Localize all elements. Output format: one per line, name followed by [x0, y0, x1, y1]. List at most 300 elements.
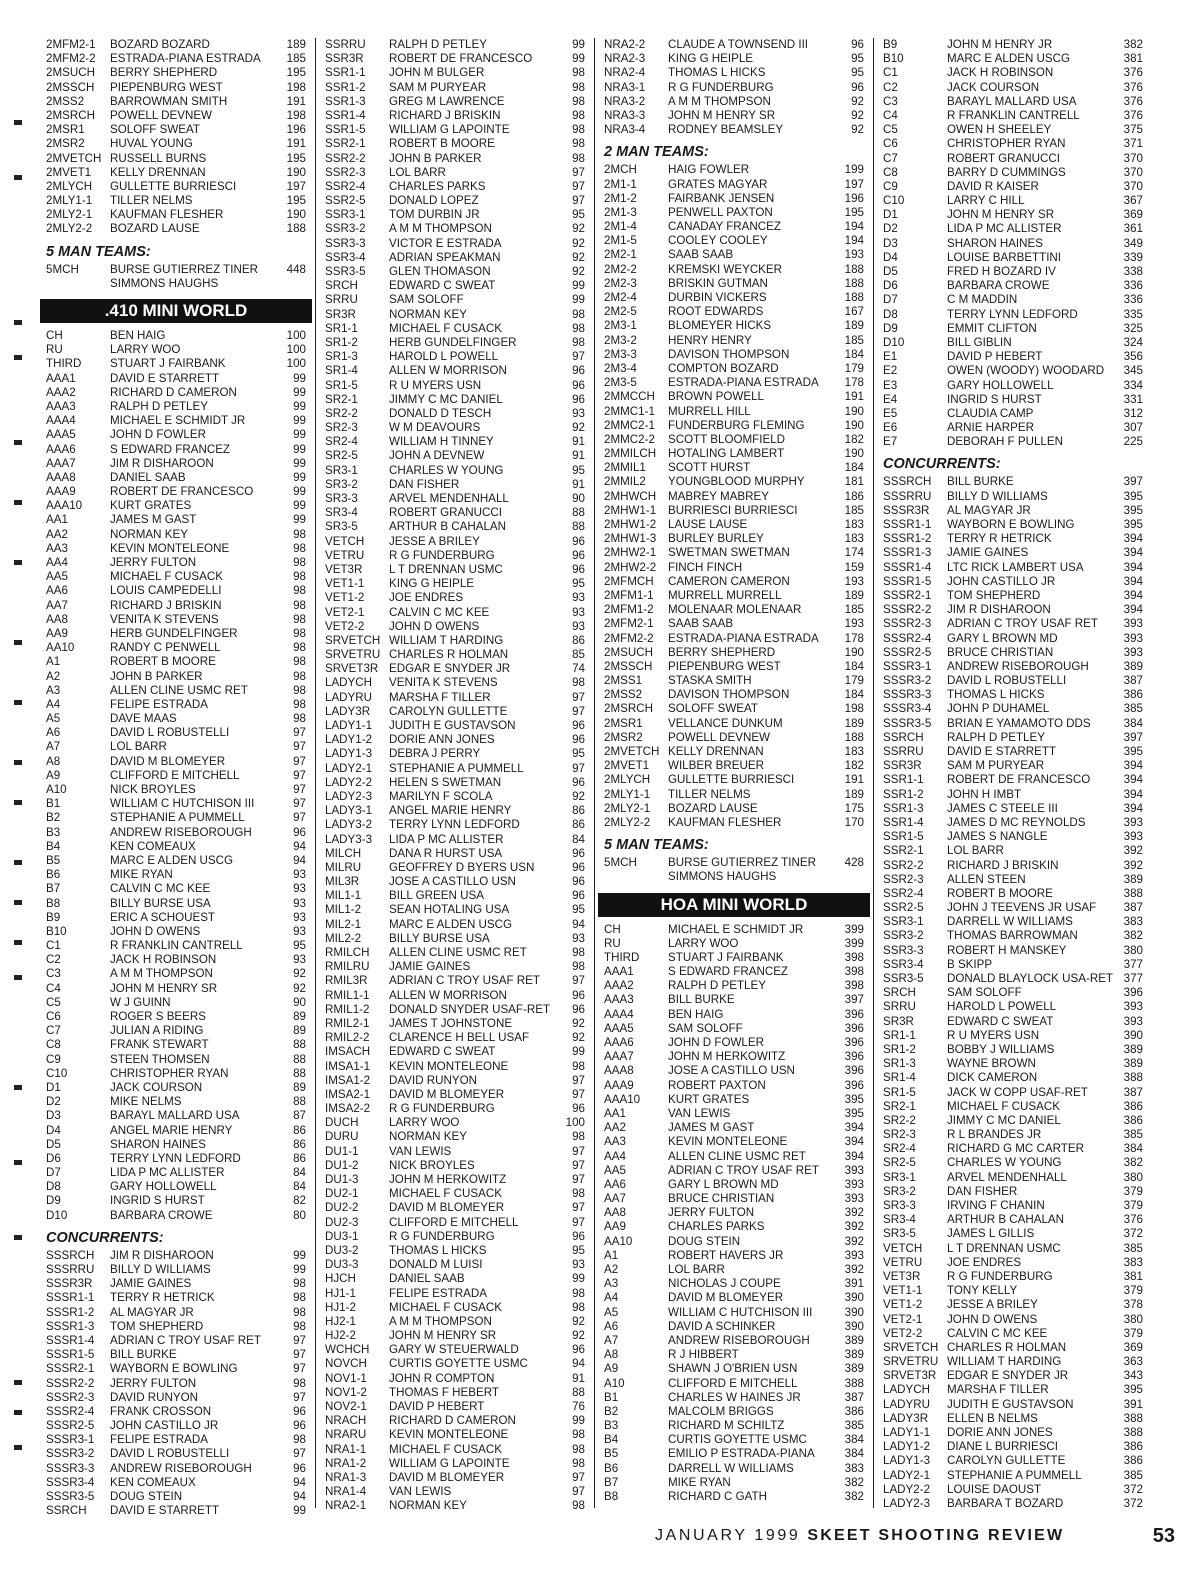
class-code: AA7 — [46, 598, 68, 612]
score-value: 389 — [1123, 1042, 1143, 1056]
score-value: 93 — [293, 882, 306, 896]
class-code: E1 — [883, 350, 898, 364]
score-value: 395 — [1123, 489, 1143, 503]
shooter-name: INGRID S HURST — [110, 1194, 205, 1208]
shooter-name: SEAN HOTALING USA — [389, 903, 510, 917]
shooter-name: DANA R HURST USA — [389, 846, 503, 860]
shooter-name: R FRANKLIN CANTRELL — [110, 939, 243, 953]
scan-mark — [14, 900, 22, 905]
class-code: THIRD — [604, 950, 640, 964]
class-code: SRCH — [325, 279, 358, 293]
class-code: E4 — [883, 392, 898, 406]
shooter-name: FAIRBANK JENSEN — [668, 191, 775, 205]
score-value: 391 — [844, 1277, 864, 1291]
class-code: SR3R — [883, 1014, 914, 1028]
score-value: 92 — [572, 1329, 585, 1343]
shooter-name: JOHN H IMBT — [947, 787, 1022, 801]
class-code: VETCH — [325, 534, 365, 548]
shooter-name: ANDREW RISEBOROUGH — [110, 825, 252, 839]
class-code: IMSA2-1 — [325, 1087, 371, 1101]
score-value: 84 — [293, 1180, 306, 1194]
score-value: 93 — [293, 924, 306, 938]
class-code: LADY1-3 — [883, 1454, 931, 1468]
score-value: 93 — [293, 868, 306, 882]
shooter-name: JOHN M HERKOWITZ — [389, 1173, 507, 1186]
score-value: 195 — [286, 151, 306, 165]
magazine-title: SKEET SHOOTING REVIEW — [807, 1527, 1065, 1544]
class-code: SSSR3-5 — [883, 716, 932, 730]
shooter-name: DAVID L ROBUSTELLI — [110, 1447, 230, 1461]
score-value: 195 — [286, 66, 306, 80]
class-code: NRA2-1 — [325, 1499, 367, 1513]
class-code: AAA7 — [604, 1050, 634, 1064]
class-code: SR3-5 — [325, 520, 358, 534]
class-code: SSSR2-4 — [46, 1404, 95, 1418]
score-value: 428 — [844, 856, 864, 870]
result-row — [319, 137, 591, 151]
score-value: 188 — [286, 222, 306, 236]
class-code: SSSR2-3 — [46, 1390, 95, 1404]
shooter-name: JUDITH E GUSTAVSON — [389, 719, 516, 732]
class-code: RMIL2-2 — [325, 1031, 370, 1045]
result-row — [598, 1150, 870, 1164]
shooter-name: BOZARD LAUSE — [110, 222, 200, 236]
shooter-name: GRATES MAGYAR — [668, 177, 768, 191]
class-code: AAA10 — [46, 499, 83, 513]
shooter-name: KAUFMAN FLESHER — [110, 208, 224, 222]
class-code: SSSR1-4 — [46, 1333, 95, 1347]
score-value: 92 — [851, 123, 864, 137]
scan-mark — [14, 800, 22, 805]
shooter-name: KEN COMEAUX — [110, 1475, 196, 1489]
shooter-name: JESSE A BRILEY — [947, 1298, 1038, 1312]
result-row — [598, 1447, 870, 1461]
result-row — [598, 717, 870, 731]
score-value: 99 — [572, 1414, 585, 1428]
result-row — [877, 1086, 1149, 1100]
class-code: LADY1-1 — [883, 1426, 931, 1439]
class-code: 2MMILCH — [604, 447, 657, 461]
score-value: 372 — [1123, 1482, 1143, 1496]
score-value: 99 — [293, 371, 306, 385]
score-value: 376 — [1123, 80, 1143, 94]
score-value: 396 — [844, 1007, 864, 1021]
score-value: 89 — [293, 1010, 306, 1023]
class-code: AAA1 — [604, 965, 634, 979]
score-value: 98 — [293, 712, 306, 726]
shooter-name: CLAUDE A TOWNSEND III — [668, 38, 809, 51]
score-value: 399 — [844, 936, 864, 950]
result-row — [40, 726, 312, 740]
score-value: 191 — [844, 773, 864, 787]
class-code: SSSR3-1 — [46, 1433, 95, 1447]
result-row — [877, 1355, 1149, 1369]
shooter-name: JIM R DISHAROON — [110, 1248, 214, 1262]
shooter-name: DICK CAMERON — [947, 1071, 1038, 1085]
score-value: 393 — [1123, 617, 1143, 631]
score-value: 98 — [293, 527, 306, 541]
shooter-name: JESSE A BRILEY — [389, 534, 480, 548]
result-row — [319, 1102, 591, 1116]
class-code: SR2-1 — [883, 1099, 916, 1113]
result-row — [319, 1116, 591, 1130]
score-value: 396 — [844, 1064, 864, 1078]
result-row — [598, 1391, 870, 1405]
shooter-name: FRED H BOZARD IV — [947, 265, 1056, 278]
shooter-name: JACK COURSON — [110, 1080, 203, 1094]
result-row — [598, 937, 870, 951]
score-value: 336 — [1123, 293, 1143, 307]
result-row — [598, 1462, 870, 1476]
result-row — [40, 698, 312, 712]
shooter-name: TERRY R HETRICK — [110, 1291, 215, 1305]
class-code: AA6 — [46, 584, 68, 598]
class-code: MIL2-1 — [325, 917, 362, 931]
shooter-name: BROWN POWELL — [668, 390, 764, 404]
class-code: SRRU — [883, 1000, 916, 1014]
result-row — [40, 528, 312, 542]
class-code: A9 — [46, 768, 61, 782]
result-row — [40, 840, 312, 854]
class-code: AAA2 — [604, 979, 634, 993]
score-value: 388 — [1123, 1071, 1143, 1085]
result-row — [598, 1334, 870, 1348]
score-value: 178 — [844, 631, 864, 645]
score-value: 98 — [572, 307, 585, 321]
class-code: 2MSR1 — [46, 123, 85, 137]
result-row — [40, 1377, 312, 1391]
score-value: 198 — [286, 80, 306, 94]
shooter-name: BARRY D CUMMINGS — [947, 165, 1066, 179]
result-row — [598, 856, 870, 870]
result-row — [877, 688, 1149, 702]
class-code: SSSR3R — [46, 1277, 93, 1291]
shooter-name: KEVIN MONTELEONE — [389, 1428, 509, 1442]
shooter-name: MARSHA F TILLER — [947, 1383, 1049, 1397]
result-row — [40, 939, 312, 953]
score-value: 376 — [1123, 1213, 1143, 1227]
shooter-name: POWELL DEVNEW — [110, 108, 212, 122]
class-code: B8 — [604, 1490, 619, 1503]
shooter-name: JAMES M GAST — [668, 1121, 755, 1135]
class-code: SSR3-5 — [883, 972, 924, 985]
shooter-name: GARY HOLLOWELL — [947, 378, 1054, 392]
shooter-name: CHRISTOPHER RYAN — [110, 1066, 229, 1080]
class-code: SSR3-4 — [325, 250, 366, 264]
shooter-name: ADRIAN SPEAKMAN — [389, 250, 501, 264]
score-value: 99 — [293, 456, 306, 470]
shooter-name: POWELL DEVNEW — [668, 730, 770, 744]
class-code: SSR3-4 — [883, 957, 924, 971]
page-edge — [0, 0, 22, 1587]
class-code: DU2-3 — [325, 1215, 359, 1229]
shooter-name: NICHOLAS J COUPE — [668, 1277, 781, 1291]
result-row — [319, 293, 591, 307]
result-row — [598, 319, 870, 333]
score-value: 96 — [572, 1343, 585, 1357]
issue-date: JANUARY 1999 — [655, 1527, 801, 1544]
score-value: 95 — [851, 52, 864, 66]
score-value: 312 — [1123, 406, 1143, 420]
result-row — [40, 599, 312, 613]
class-code: AAA4 — [604, 1007, 634, 1021]
class-code: 2MVET1 — [46, 165, 92, 179]
class-code: SSSRRU — [883, 489, 932, 503]
score-value: 393 — [844, 1163, 864, 1177]
result-row — [40, 194, 312, 208]
class-code: LADY2-3 — [325, 789, 373, 803]
score-value: 334 — [1123, 378, 1143, 392]
shooter-name: CHARLES W HAINES JR — [668, 1390, 801, 1404]
result-row — [877, 1213, 1149, 1227]
score-value: 189 — [844, 319, 864, 333]
score-value: 393 — [844, 1192, 864, 1206]
shooter-name: DORIE ANN JONES — [389, 733, 495, 747]
score-value: 95 — [572, 747, 585, 761]
result-row — [40, 1152, 312, 1166]
class-code: C3 — [46, 967, 61, 981]
shooter-name: DAVID L ROBUSTELLI — [947, 674, 1067, 688]
shooter-name: WILLIAM T HARDING — [389, 633, 504, 647]
shooter-name: JOSE A CASTILLO USN — [389, 875, 516, 889]
class-code: NRA2-3 — [604, 52, 646, 66]
result-row — [598, 870, 870, 884]
class-code: SSR1-1 — [883, 773, 924, 787]
class-code: SSR3-2 — [883, 929, 924, 943]
shooter-name: KURT GRATES — [110, 499, 192, 513]
result-row — [598, 405, 870, 419]
shooter-name: MIKE RYAN — [110, 868, 173, 882]
score-value: 388 — [1123, 1411, 1143, 1425]
result-row — [40, 1462, 312, 1476]
shooter-name: JOE ENDRES — [947, 1255, 1022, 1269]
class-code: SSSR1-1 — [883, 518, 932, 531]
class-code: SRVET3R — [883, 1369, 937, 1383]
class-code: E5 — [883, 406, 898, 420]
shooter-name: DAVID L ROBUSTELLI — [110, 726, 230, 740]
score-value: 99 — [293, 499, 306, 513]
shooter-name: R U MYERS USN — [389, 378, 482, 392]
shooter-name: GEOFFREY D BYERS USN — [389, 860, 535, 874]
result-row — [598, 1348, 870, 1362]
class-code: LADY3-1 — [325, 804, 373, 818]
class-code: VET2-2 — [883, 1326, 923, 1340]
shooter-name: RICHARD M SCHILTZ — [668, 1419, 785, 1433]
shooter-name: MURRELL HILL — [668, 404, 751, 418]
shooter-name: CHARLES W YOUNG — [389, 463, 504, 477]
class-code: SSSR3-3 — [46, 1461, 95, 1475]
result-row — [598, 1405, 870, 1419]
shooter-name: BURLEY BURLEY — [668, 532, 764, 546]
shooter-name: KING G HEIPLE — [389, 577, 475, 591]
score-value: 97 — [293, 754, 306, 768]
score-value: 382 — [1123, 38, 1143, 51]
shooter-name: ARVEL MENDENHALL — [389, 492, 509, 505]
shooter-name: MICHAEL F CUSACK — [389, 1187, 502, 1201]
score-value: 97 — [572, 704, 585, 718]
score-value: 96 — [572, 733, 585, 747]
class-code: 2MHW2-2 — [604, 560, 657, 574]
score-value: 98 — [572, 676, 585, 690]
result-row — [40, 1447, 312, 1461]
score-value: 380 — [1123, 1170, 1143, 1184]
result-row — [877, 194, 1149, 208]
score-value: 97 — [293, 1348, 306, 1362]
shooter-name: KEVIN MONTELEONE — [389, 1059, 509, 1073]
score-value: 96 — [572, 860, 585, 874]
score-value: 95 — [572, 463, 585, 477]
score-value: 98 — [572, 151, 585, 165]
score-value: 361 — [1123, 222, 1143, 236]
class-code: 2M1-2 — [604, 191, 637, 205]
class-code: AAA8 — [604, 1064, 634, 1078]
shooter-name: ROBERT B MOORE — [110, 655, 216, 669]
class-code: CH — [604, 922, 621, 936]
score-value: 382 — [1123, 1156, 1143, 1170]
result-row — [877, 421, 1149, 435]
score-value: 93 — [572, 619, 585, 633]
column-divider — [873, 38, 874, 1508]
shooter-name: JERRY FULTON — [110, 556, 197, 569]
class-code: C1 — [46, 939, 61, 953]
shooter-name: ROBERT DE FRANCESCO — [947, 773, 1091, 787]
result-row — [877, 1313, 1149, 1327]
class-code: VETRU — [883, 1255, 923, 1269]
result-row — [319, 1045, 591, 1059]
class-code: D4 — [46, 1123, 61, 1137]
shooter-name: RALPH D PETLEY — [110, 399, 208, 413]
score-value: 384 — [844, 1447, 864, 1461]
result-row — [319, 308, 591, 322]
score-value: 389 — [844, 1362, 864, 1376]
shooter-name: BEN HAIG — [110, 329, 166, 342]
class-code: 2MFM2-2 — [46, 52, 96, 66]
score-value: 392 — [844, 1263, 864, 1276]
result-row — [598, 1291, 870, 1305]
class-code: MIL1-2 — [325, 903, 362, 917]
shooter-name: ERIC A SCHOUEST — [110, 910, 216, 924]
class-code: RMIL2-1 — [325, 1016, 370, 1030]
class-code: B8 — [46, 896, 61, 910]
score-value: 339 — [1123, 250, 1143, 264]
result-row — [319, 1499, 591, 1513]
result-row — [319, 1386, 591, 1400]
score-value: 98 — [293, 1433, 306, 1447]
shooter-name: CAROLYN GULLETTE — [947, 1454, 1066, 1468]
shooter-name: DAVID RUNYON — [110, 1390, 199, 1404]
score-value: 307 — [1123, 421, 1143, 435]
result-row — [319, 279, 591, 293]
score-value: 99 — [293, 428, 306, 442]
score-value: 97 — [572, 1215, 585, 1229]
shooter-name: DAVID E STARRETT — [110, 1504, 220, 1518]
class-code: SSR1-3 — [883, 801, 924, 815]
score-value: 86 — [293, 1151, 306, 1165]
score-value: 383 — [1123, 915, 1143, 929]
result-row — [40, 854, 312, 868]
shooter-name: SCOTT BLOOMFIELD — [668, 432, 786, 446]
score-value: 100 — [286, 357, 306, 371]
score-value: 96 — [572, 1102, 585, 1116]
score-value: 167 — [844, 305, 864, 319]
result-row — [598, 1419, 870, 1433]
shooter-name: CHARLES R HOLMAN — [389, 648, 509, 662]
class-code: A3 — [604, 1277, 619, 1291]
shooter-name: SCOTT HURST — [668, 461, 751, 475]
shooter-name: ESTRADA-PIANA ESTRADA — [668, 376, 819, 390]
result-row — [319, 1329, 591, 1343]
result-row — [319, 1471, 591, 1485]
score-value: 386 — [1123, 688, 1143, 702]
shooter-name: VELLANCE DUNKUM — [668, 716, 783, 730]
score-value: 92 — [572, 421, 585, 435]
score-value: 97 — [293, 783, 306, 796]
result-row — [40, 95, 312, 109]
class-code: B6 — [46, 868, 61, 882]
class-code: DU3-2 — [325, 1243, 359, 1257]
class-code: SSR3R — [325, 52, 364, 66]
shooter-name: BOZARD BOZARD — [110, 38, 210, 51]
shooter-name: STEPHANIE A PUMMELL — [110, 811, 245, 825]
score-value: 382 — [1123, 929, 1143, 943]
score-value: 170 — [844, 815, 864, 829]
shooter-name: ROGER S BEERS — [110, 1010, 206, 1023]
result-row — [319, 1244, 591, 1258]
class-code: 2MMCCH — [604, 390, 655, 404]
shooter-name: EMILIO P ESTRADA-PIANA — [668, 1447, 815, 1461]
score-value: 386 — [1123, 1099, 1143, 1113]
result-row — [319, 52, 591, 66]
shooter-name: KELLY DRENNAN — [668, 745, 764, 758]
class-code: LADYRU — [883, 1397, 931, 1411]
score-value: 377 — [1123, 957, 1143, 971]
result-row — [877, 1454, 1149, 1468]
shooter-name: GLEN THOMASON — [389, 265, 491, 278]
score-value: 88 — [293, 1066, 306, 1080]
score-value: 98 — [572, 80, 585, 94]
score-value: 392 — [844, 1206, 864, 1220]
class-code: 2MSS2 — [604, 688, 643, 702]
score-value: 95 — [572, 577, 585, 591]
score-value: 181 — [844, 475, 864, 489]
score-value: 396 — [844, 1021, 864, 1035]
result-row — [40, 584, 312, 598]
result-row — [877, 802, 1149, 816]
class-code: AAA4 — [46, 414, 76, 428]
score-value: 97 — [572, 690, 585, 704]
class-code: C10 — [883, 194, 905, 208]
class-code: SR3-4 — [325, 506, 358, 520]
class-code: SSSR2-5 — [46, 1419, 95, 1433]
score-value: 186 — [844, 489, 864, 503]
class-code: SR2-4 — [883, 1142, 916, 1156]
shooter-name: THOMAS L HICKS — [947, 688, 1045, 702]
result-row — [598, 52, 870, 66]
score-value: 394 — [1123, 532, 1143, 546]
class-code: SR2-5 — [883, 1156, 916, 1170]
score-value: 84 — [293, 1166, 306, 1180]
result-row — [598, 1079, 870, 1093]
class-code: 2MLY1-1 — [46, 194, 93, 208]
score-value: 97 — [293, 797, 306, 811]
result-row — [598, 390, 870, 404]
class-code: 2MSSCH — [46, 80, 95, 94]
result-row — [319, 747, 591, 761]
class-code: AA8 — [604, 1206, 626, 1220]
score-value: 393 — [844, 1177, 864, 1191]
results-column-1 — [40, 38, 312, 1518]
result-row — [319, 38, 591, 52]
